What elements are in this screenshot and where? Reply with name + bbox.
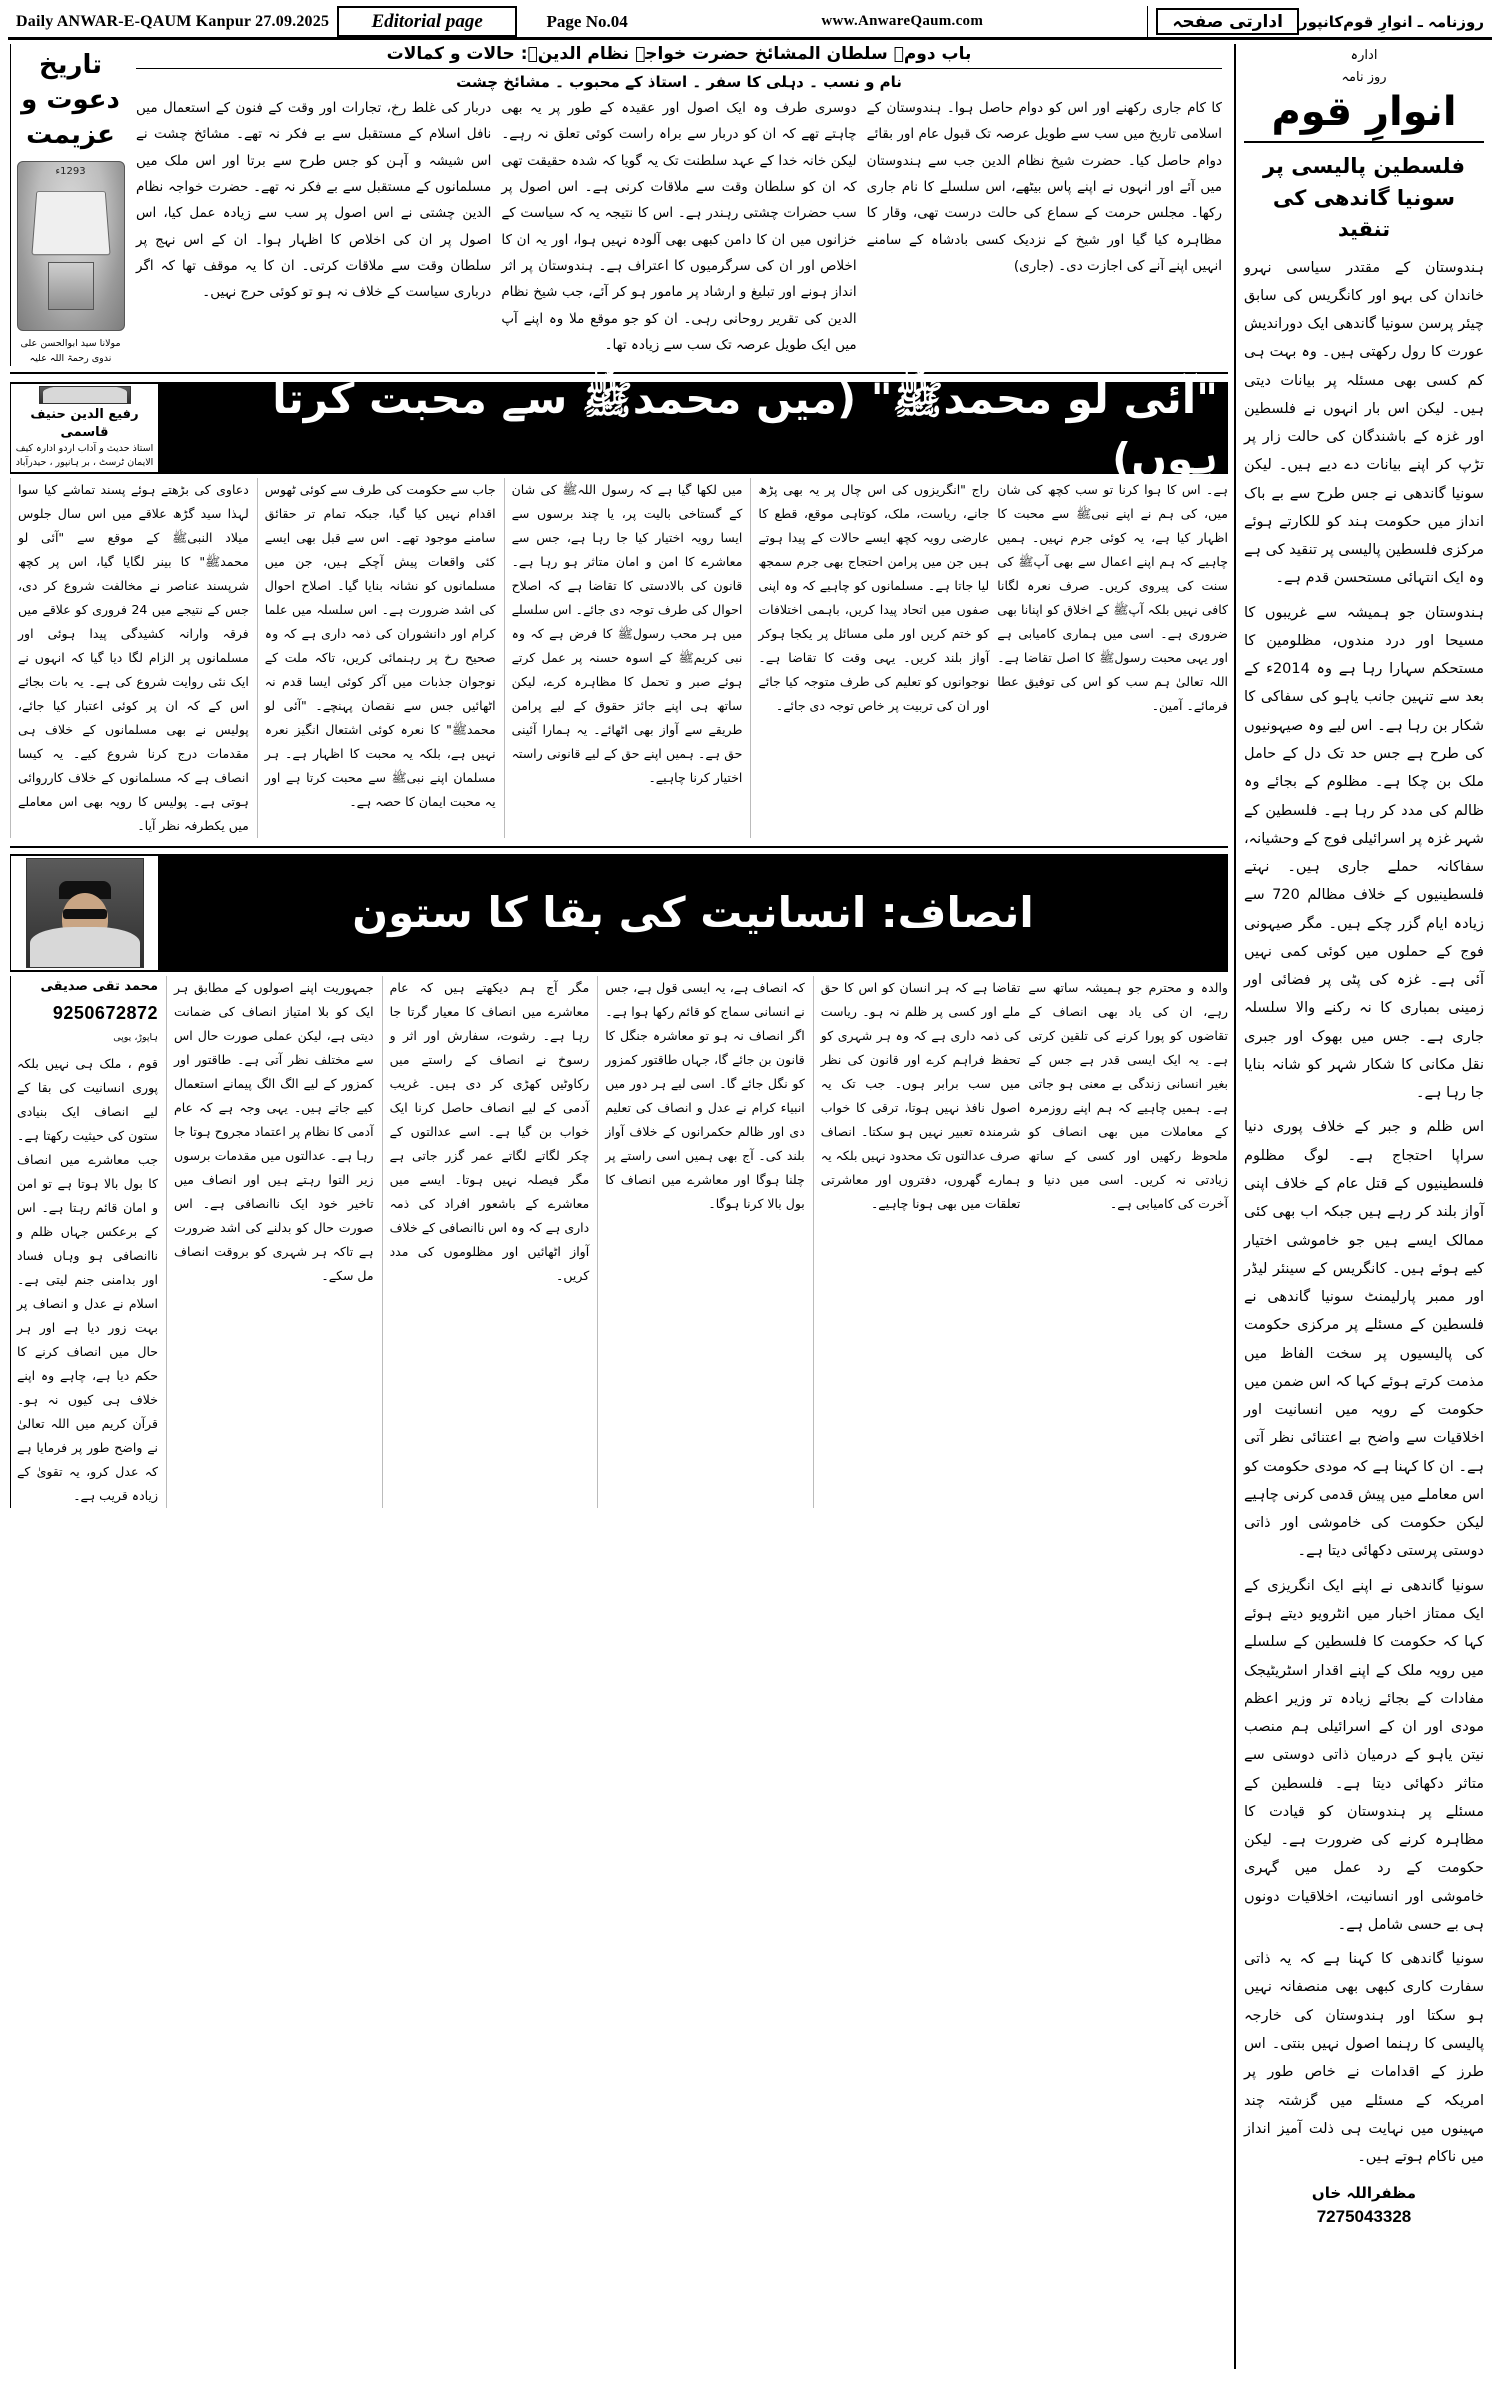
masthead-urdu-title: روزنامہ ـ انوارِ قوم xyxy=(1343,12,1484,31)
article-top-main xyxy=(130,44,1228,366)
article-bottom-col-3: مگر آج ہم دیکھتے ہیں کہ عام معاشرے میں انصاف کا معیار گرتا جا رہا ہے۔ رشوت، سفارش اور اثر و رسوخ نے انصاف کے راستے میں رکاوٹیں کھڑی کر دی ہیں۔ غریب آدمی کے لیے انصاف حاصل کرنا ایک خواب بن گیا ہے۔ اسے عدالتوں کے چکر لگاتے لگاتے عمر گزر جاتی ہے مگر فیصلہ نہیں ہوتا۔ ایسے میں معاشرے کے باشعور افراد کی ذمہ داری ہے کہ وہ اس ناانصافی کے خلاف آواز اٹھائیں اور مظلوموں کی مدد کریں۔ xyxy=(382,976,590,1509)
article-top-col-left: کا کام جاری رکھنے اور اس کو دوام حاصل ہوا۔ ہندوستان کے اسلامی تاریخ میں سب سے طویل عرصہ تک قبول عام اور بقائے دوام حاصل کیا۔ حضرت شیخ نظام الدین جب سے ہندوستان میں آئے اور انہوں نے اپنے پاس بیٹھے، اس سلسلے کا نام جاری رکھا۔ مجلس حرمت کے سماع کی حالت درست تھی، وقار کا مظاہرہ کیا گیا اور شیخ کے نزدیک کسی بادشاہ کے سامنے انہیں اپنے آنے کی اجازت دی۔ (جاری) xyxy=(866,100,1222,274)
editorial-paragraph: اس ظلم و جبر کے خلاف پوری دنیا سراپا احتجاج ہے۔ لوگ مظلوم فلسطینیوں کے قتل عام کے خلاف اپنی آواز بلند کر رہے ہیں جبکہ اب بھی کئی ممالک ایسے ہیں جو خاموشی اختیار کیے ہوئے ہیں۔ کانگریس کے سینئر لیڈر اور ممبر پارلیمنٹ سونیا گاندھی نے فلسطین کے مسئلے پر مرکزی حکومت کی پالیسیوں پر سخت الفاظ میں مذمت کرتے ہوئے کہا کہ اس ضمن میں حکومت کے رویہ میں انسانیت اور اخلاقیات سے واضح بے اعتنائی نظر آتی ہے۔ ان کا کہنا ہے کہ مودی حکومت کو اس معاملے میں پیش قدمی کرنی چاہیے لیکن حکومت کی خاموشی اور ذاتی دوستی پرستی دکھائی دیتا ہے۔ xyxy=(1244,1119,1484,1560)
article-middle-headband xyxy=(10,373,1228,483)
editorial-paragraph: ہندوستان کے مقتدر سیاسی نہرو خاندان کی بہو اور کانگریس کی سابق چیئر پرسن سونیا گاندھی ایک دوراندیش عورت کا رول رکھتی ہیں۔ وہ بہت ہی کم کسی بھی مسئلہ پر بیانات دیتی ہیں۔ لیکن اس بار انہوں نے فلسطین اور غزہ کے باشندگان کی حالت زار پر تڑپ کر اپنے بیانات دے دیے ہیں۔ لیکن سونیا گاندھی نے جس طرح سے بے باک انداز میں حکومت ہند کو للکارتے ہوئے مرکزی فلسطین پالیسی پر تنقید کی ہے وہ ایک انتہائی مستحسن قدم ہے۔ xyxy=(1244,259,1484,587)
article-bottom-author-city: ہاپوڑ، یوپی xyxy=(113,1031,158,1043)
editorial-body xyxy=(1244,254,1484,2172)
masthead-urdu-group xyxy=(1147,6,1492,37)
editorial-paragraph: سونیا گاندھی کا کہنا ہے کہ یہ ذاتی سفارت کاری کبھی بھی منصفانہ نہیں ہو سکتا اور ہندوستان کی خارجہ پالیسی کا رہنما اصول نہیں بنتی۔ اس طرز کے اقدامات نے خاص طور پر امریکہ کے مسئلے میں گزشتہ چند مہینوں میں نہایت ہی ذلت آمیز انداز میں ناکام ہوتے ہیں۔ xyxy=(1244,1951,1484,2166)
article-middle xyxy=(10,373,1228,838)
article-bottom xyxy=(10,854,1228,1509)
series-title: تاریخ دعوت و عزیمت xyxy=(21,50,120,151)
article-bottom-headband xyxy=(10,854,1228,972)
series-author-caption: مولانا سید ابوالحسن علی ندوی رحمۃ اللہ علیہ xyxy=(20,338,121,364)
article-bottom-author-info xyxy=(10,976,158,1509)
article-top-sidebar xyxy=(10,44,130,366)
article-bottom-author-block xyxy=(10,856,158,970)
masthead-page-number: Page No.04 xyxy=(546,11,628,31)
editorial-kicker-1: ادارہ xyxy=(1350,48,1378,63)
article-middle-col-3: میں لکھا گیا ہے کہ رسول اللہﷺ کی شان کے گستاخی بالیت پر، یا چند برسوں سے ایسا رویہ اختیار کیا جا رہا ہے، جس سے معاشرے کا امن و امان متاثر ہو رہا ہے۔ قانون کی بالادستی کا تقاضا ہے کہ اصلاح احوال کی طرف توجہ دی جائے۔ اس سلسلے میں ہر محب رسولﷺ کا فرض ہے کہ وہ نبی کریمﷺ کے اسوہ حسنہ پر عمل کرتے ہوئے صبر و تحمل کا مظاہرہ کرے، لیکن ساتھ ہی اپنے جائز حقوق کے لیے پرامن طریقے سے آواز بھی اٹھائے۔ یہ ہمارا آئینی حق ہے۔ ہمیں اپنے حق کے لیے قانونی راستہ اختیار کرنا چاہیے۔ xyxy=(504,478,743,838)
article-bottom-col-5: تقاضا ہے کہ ہر انسان کو اس کا حق ملے اور کسی پر ظلم نہ ہو۔ ریاست کی ذمہ داری ہے کہ وہ ہر شہری کو تحفظ فراہم کرے اور قانون کی نظر میں سب برابر ہوں۔ جب تک یہ اصول نافذ نہیں ہوتا، ترقی کا خواب شرمندہ تعبیر نہیں ہو سکتا۔ انصاف صرف عدالتوں تک محدود نہیں بلکہ یہ ہمارے گھروں، دفتروں اور معاشرتی تعلقات میں بھی ہونا چاہیے۔ xyxy=(813,976,1021,1509)
editorial-headline: فلسطین پالیسی پر سونیا گاندھی کی تنقید xyxy=(1262,154,1466,241)
masthead-website[interactable]: www.AnwareQaum.com xyxy=(821,13,984,29)
editorial-signature: مظفراللہ خاں xyxy=(1311,2184,1417,2203)
article-middle-author-name: رفیع الدین حنیف قاسمی xyxy=(30,406,139,441)
masthead-editorial-label: Editorial page xyxy=(337,6,517,37)
article-middle-title: "آئی لو محمدﷺ" (میں محمدﷺ سے محبت کرتا ہوں) xyxy=(158,384,1228,472)
masthead-bar xyxy=(8,6,1492,40)
article-bottom-col-2: جمہوریت اپنے اصولوں کے مطابق ہر ایک کو بلا امتیاز انصاف کی ضمانت دیتی ہے، لیکن عملی صورت حال اس سے مختلف نظر آتی ہے۔ طاقتور اور کمزور کے لیے الگ الگ پیمانے استعمال کیے جاتے ہیں۔ یہی وجہ ہے کہ عام آدمی کا نظام پر اعتماد مجروح ہوتا جا رہا ہے۔ عدالتوں میں مقدمات برسوں زیر التوا رہتے ہیں اور انصاف میں تاخیر خود ایک ناانصافی ہے۔ اس صورت حال کو بدلنے کی اشد ضرورت ہے تاکہ ہر شہری کو بروقت انصاف مل سکے۔ xyxy=(166,976,374,1509)
book-emblem-icon xyxy=(17,161,125,331)
editorial-paragraph: ہندوستان جو ہمیشہ سے غریبوں کا مسیحا اور درد مندوں، مظلومین کا مستحکم سہارا رہا ہے وہ 2014ء کے بعد سے تنہین جانب یاہو کی سفاکی کا شکار بن رہا ہے۔ اس لیے وہ صیہونیوں کی طرح ہے جس حد تک دل کے حامل ملک بن چکا ہے۔ مظلوم کے بجائے وہ ظالم کی مدد کر رہا ہے۔ فلسطین کے شہر غزہ پر اسرائیلی فوج کے وحشیانہ، سفاکانہ حملے جاری ہیں۔ نہتے فلسطینیوں کے خلاف مظالم 720 سے زیادہ ایام گزر چکے ہیں۔ مگر صیہونی فوج کے حملوں میں کوئی کمی نہیں آئی ہے۔ غزہ کی پٹی پر فضائی اور زمینی بمباری کا نہ رکنے والا سلسلہ جاری ہے۔ جس میں بھوک اور جبری نقل مکانی کا شکار شہر کو شانہ بنایا جا رہا ہے۔ xyxy=(1243,604,1484,1102)
article-middle-columns xyxy=(10,478,1228,838)
article-top-col-right: دربار کی غلط رخ، تجارات اور وقت کے فنون کے استعمال میں نافل اسلام کے مستقبل سے بے فکر نہ تھے۔ مشائخ چشت نے اس شیشہ و آہن کو جس طرح سے برتا اور اس ملک میں مسلمانوں کے مستقبل سے بے فکر نہ تھے۔ حضرت خواجہ نظام الدین چشتی نے اس اصول پر سب سے زیادہ عمل کیا، اس اصول پر ان کی اخلاص کا اظہار ہوا۔ ان کے اس نہج پر سلطان وقت سے ملاقات کرتی۔ ان کا یہ موقف تھا کہ اگر درباری سیاست کے خلاف نہ ہو تو کوئی حرج نہیں۔ xyxy=(136,100,492,301)
masthead-urdu-city: کانپور xyxy=(1298,12,1344,31)
article-bottom-columns xyxy=(10,976,1228,1509)
author-portrait-icon xyxy=(39,386,131,404)
page-grid xyxy=(8,44,1492,2369)
masthead-title: Daily ANWAR-E-QAUM Kanpur 27.09.2025 xyxy=(16,12,330,30)
article-bottom-col-6: والدہ و محترم جو ہمیشہ ساتھ سے رہے، ان کی یاد بھی انصاف کے تقاضوں کو پورا کرنے کی تلقین کرتی ہے۔ یہ ایک ایسی قدر ہے جس کے بغیر انسانی زندگی بے معنی ہو جاتی ہے۔ ہمیں چاہیے کہ ہم اپنے روزمرہ کے معاملات میں بھی انصاف کو ملحوظ رکھیں اور کسی کے ساتھ زیادتی نہ کریں۔ اسی میں دنیا و آخرت کی کامیابی ہے۔ xyxy=(1028,979,1228,1211)
main-column xyxy=(8,44,1234,2369)
editorial-column xyxy=(1234,44,1492,2369)
editorial-kicker-2: روز نامہ xyxy=(1341,69,1387,85)
article-bottom-title: انصاف: انسانیت کی بقا کا ستون xyxy=(158,856,1228,970)
emblem-date: 1293ء xyxy=(55,166,86,178)
article-top-subheading: نام و نسب ۔ دہلی کا سفر ۔ استاذ کے محبوب ۔ مشائخ چشت xyxy=(456,73,902,91)
editorial-paragraph: سونیا گاندھی نے اپنے ایک انگریزی کے ایک ممتاز اخبار میں انٹرویو دیتے ہوئے کہا کہ حکومت کا فلسطین کے سلسلے میں رویہ ملک کے اپنے اقدار اسٹریٹیجک مفادات کے بجائے زیادہ تر وزیر اعظم مودی اور ان کے اسرائیلی ہم منصب نیتن یاہو کے درمیان ذاتی دوستی سے متاثر دکھائی دیتا ہے۔ فلسطین کے مسئلے پر ہندوستان کو قیادت کا مظاہرہ کرنے کی ضرورت ہے۔ لیکن حکومت کے رد عمل میں گہری خاموشی اور انسانیت، اخلاقیات دونوں ہی بے حسی شامل ہے۔ xyxy=(1244,1577,1484,1933)
article-top-columns xyxy=(136,95,1222,358)
article-bottom-author-name: محمد تقی صدیقی xyxy=(40,978,158,994)
article-top xyxy=(10,44,1228,374)
article-middle-col-1: دعاوی کی بڑھتے ہوئے پسند تماشے کیا سوا لہذا سید گڑھ علاقے میں اس سال جلوس میلاد النبیﷺ کے موقع سے "آئی لو محمدﷺ" کا بینر لگایا گیا، اس پر کچھ شرپسند عناصر نے مخالفت شروع کر دی، جس کے نتیجے میں 24 فروری کو علاقے میں فرقہ وارانہ کشیدگی پیدا ہوئی اور مسلمانوں پر الزام لگا دیا گیا کہ انہوں نے ایک نئی روایت شروع کی ہے۔ یہ بات بجائے اس کے کہ ان پر کوئی اعتبار کیا جائے، پولیس نے بھی مسلمانوں کے خلاف ہی مقدمات درج کرنا شروع کیے۔ یہ کیسا انصاف ہے کہ مسلمانوں کے خلاف کارروائی ہوتی ہے۔ پولیس کا رویہ بھی اس معاملے میں یکطرفہ نظر آیا۔ xyxy=(10,478,249,838)
article-bottom-col-1: قوم ، ملک ہی نہیں بلکہ پوری انسانیت کی بقا کے لیے انصاف ایک بنیادی ستون کی حیثیت رکھتا ہے۔ جب معاشرے میں انصاف کا بول بالا ہوتا ہے تو امن و امان قائم رہتا ہے۔ اس کے برعکس جہاں ظلم و ناانصافی ہو وہاں فساد اور بدامنی جنم لیتی ہے۔ اسلام نے عدل و انصاف پر بہت زور دیا ہے اور ہر حال میں انصاف کرنے کا حکم دیا ہے، چاہے وہ اپنے خلاف ہی کیوں نہ ہو۔ قرآن کریم میں اللہ تعالیٰ نے واضح طور پر فرمایا ہے کہ عدل کرو، یہ تقویٰ کے زیادہ قریب ہے۔ xyxy=(17,1056,158,1504)
article-top-heading: باب دوم۔ سلطان المشائخ حضرت خواجہ نظام الدینؒ: حالات و کمالات xyxy=(136,44,1222,69)
article-top-col-mid: دوسری طرف وہ ایک اصول اور عقیدہ کے طور پر یہ بھی چاہتے تھے کہ ان کو دربار سے براہ راست کوئی تعلق نہ رہے۔ لیکن خانہ خدا کے عہد سلطنت تک یہ گویا کہ شدہ حقیقت تھی کہ ان کو سلطان وقت سے ملاقات کرنی ہے۔ اس اصول پر سب حضرات چشتی رہندر ہے۔ اس کا نتیجہ یہ کہ سیاست کے خزانوں میں ان کا دامن کبھی بھی آلودہ نہیں ہوا، اور یہ ان کا اخلاص اور ان کی سرگرمیوں کا اعتراف ہے۔ ہندوستان پر اثر انداز ہونے اور تبلیغ و ارشاد پر مامور ہو کر آئے، جب شیخ نظام الدین کی تقریر روحانی رہی۔ ان کو جو موقع ملا وہ اپنے آپ میں ایک طویل عرصہ تک سب سے زیادہ تھا۔ xyxy=(501,100,857,353)
editorial-phone: 7275043328 xyxy=(1316,2206,1412,2226)
newspaper-logo: انوارِ قوم xyxy=(1244,87,1484,143)
article-middle-col-4: راج "انگریزوں کی اس چال پر یہ بھی پڑھ جانے، ریاست، ملک، کوتاہی موقع، قطع کا عارضی رویہ کچھ ایسے حالات کے پیدا ہوتے ہیں جن میں پرامن احتجاج بھی جرم سمجھ لیا جاتا ہے۔ مسلمانوں کو چاہیے کہ وہ اپنی صفوں میں اتحاد پیدا کریں، باہمی اختلافات کو ختم کریں اور ملی مسائل پر یکجا ہوکر آواز بلند کریں۔ یہی وقت کا تقاضا ہے۔ نوجوانوں کو تعلیم کی طرف متوجہ کیا جائے اور ان کی تربیت پر خاص توجہ دی جائے۔ xyxy=(750,478,989,838)
article-middle-col-5: ہے۔ اس کا ہوا کرنا تو سب کچھ کی شان میں، کی ہم نے اپنے نبیﷺ سے محبت کا اظہار کیا ہے، یہ کوئی جرم نہیں۔ ہمیں چاہیے کہ ہم اپنے اعمال سے بھی آپﷺ کی سنت کی پیروی کریں۔ صرف نعرہ لگانا کافی نہیں بلکہ آپﷺ کے اخلاق کو اپنانا بھی ضروری ہے۔ اسی میں ہماری کامیابی ہے اور یہی محبت رسولﷺ کا اصل تقاضا ہے۔ اللہ تعالیٰ ہم سب کو اس کی توفیق عطا فرمائے۔ آمین۔ xyxy=(997,481,1228,713)
author-portrait-icon xyxy=(26,858,144,968)
article-middle-col-2: جاب سے حکومت کی طرف سے کوئی ٹھوس اقدام نہیں کیا گیا، جبکہ تمام تر حقائق سامنے موجود تھے۔ اس سے قبل بھی ایسے کئی واقعات پیش آچکے ہیں، جن میں مسلمانوں کو نشانہ بنایا گیا۔ اصلاح احوال کی اشد ضرورت ہے۔ اس سلسلہ میں علما کرام اور دانشوران کی ذمہ داری ہے کہ وہ صحیح رخ پر رہنمائی کریں، تاکہ ملت کے نوجوان جذبات میں آکر کوئی ایسا قدم نہ اٹھائیں جس سے نقصان پہنچے۔ "آئی لو محمدﷺ" کا نعرہ کوئی اشتعال انگیز نعرہ نہیں ہے، بلکہ یہ محبت کا اظہار ہے۔ ہر مسلمان اپنے نبیﷺ سے محبت کرتا ہے اور یہ محبت ایمان کا حصہ ہے۔ xyxy=(257,478,496,838)
article-bottom-author-phone: 9250672872 xyxy=(52,1002,158,1023)
section-divider xyxy=(10,846,1228,848)
article-middle-author-block xyxy=(10,384,158,472)
article-bottom-col-4: کہ انصاف ہے، یہ ایسی قول ہے، جس نے انسانی سماج کو قائم رکھا ہوا ہے۔ اگر انصاف نہ ہو تو معاشرہ جنگل کا قانون بن جائے گا، جہاں طاقتور کمزور کو نگل جائے گا۔ اسی لیے ہر دور میں انبیاء کرام نے عدل و انصاف کی تعلیم دی اور ظالم حکمرانوں کے خلاف آواز بلند کی۔ آج بھی ہمیں اسی راستے پر چلنا ہوگا اور معاشرے میں انصاف کا بول بالا کرنا ہوگا۔ xyxy=(597,976,805,1509)
masthead-urdu-editorial-label: ادارتی صفحہ xyxy=(1156,8,1299,35)
article-middle-author-desc: استاذ حدیث و آداب اردو ادارہ کیف الایمان ٹرسٹ ، بر ہانپور ، حیدرآباد xyxy=(15,443,154,469)
